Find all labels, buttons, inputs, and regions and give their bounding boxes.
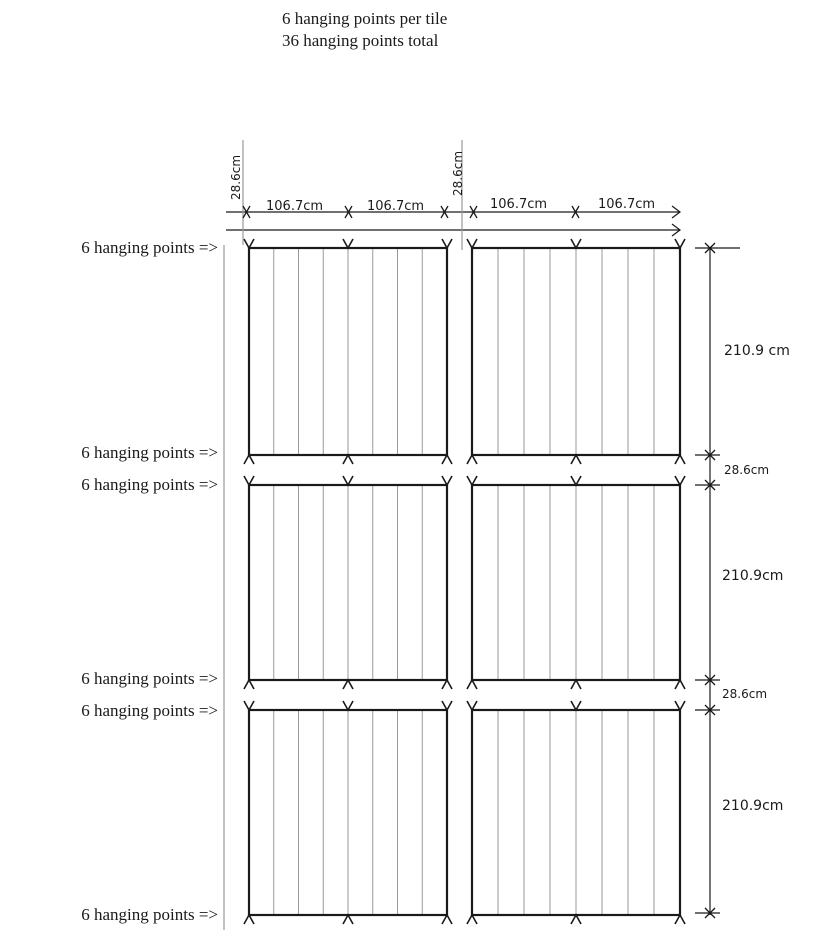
hanging-point-mark: [675, 701, 685, 710]
hanging-point-mark: [442, 455, 452, 464]
dim-width-label: 106.7cm: [367, 199, 425, 214]
hanging-point-mark: [244, 701, 254, 710]
tile-frames: [249, 248, 680, 915]
hanging-point-mark: [675, 239, 685, 248]
dim-width-label: 106.7cm: [490, 197, 548, 212]
dimension-ticks: [243, 206, 715, 918]
hanging-point-mark: [675, 680, 685, 689]
hanging-point-mark: [675, 476, 685, 485]
hanging-point-mark: [467, 455, 477, 464]
hanging-point-mark: [675, 915, 685, 924]
dim-height-label: 28.6cm: [722, 687, 768, 701]
hanging-point-mark: [467, 680, 477, 689]
tile-points-note: 6 hanging points per tile: [282, 9, 448, 28]
tile-slats: [274, 248, 654, 915]
hanging-point-mark: [571, 680, 581, 689]
hanging-point-mark: [571, 915, 581, 924]
hanging-points-label: 6 hanging points =>: [81, 701, 218, 720]
hanging-point-mark: [467, 239, 477, 248]
dim-height-label: 210.9cm: [722, 798, 784, 814]
hanging-points-label: 6 hanging points =>: [81, 443, 218, 462]
hanging-point-mark: [675, 455, 685, 464]
hanging-point-mark: [343, 239, 353, 248]
hanging-point-mark: [467, 701, 477, 710]
dim-width-label: 28.6cm: [229, 154, 243, 200]
dim-width-label: 28.6cm: [451, 150, 465, 196]
hanging-point-mark: [442, 915, 452, 924]
dim-width-label: 106.7cm: [266, 199, 324, 214]
hanging-point-mark: [442, 701, 452, 710]
hanging-point-mark: [343, 476, 353, 485]
hanging-point-mark: [244, 680, 254, 689]
hanging-point-mark: [571, 701, 581, 710]
hanging-point-mark: [571, 455, 581, 464]
dim-height-label: 210.9 cm: [724, 343, 790, 359]
total-points-note: 36 hanging points total: [282, 31, 439, 50]
hanging-point-mark: [343, 455, 353, 464]
hanging-point-mark: [571, 239, 581, 248]
dim-height-label: 210.9cm: [722, 568, 784, 584]
right-dimension-labels: [722, 343, 790, 814]
hanging-point-mark: [442, 680, 452, 689]
top-dimension-labels: [229, 151, 655, 214]
hanging-point-mark: [343, 915, 353, 924]
hanging-points-label: 6 hanging points =>: [81, 475, 218, 494]
hanging-points-label: 6 hanging points =>: [81, 238, 218, 257]
dimension-lines: [224, 140, 740, 930]
hanging-point-mark: [244, 239, 254, 248]
hanging-points-label: 6 hanging points =>: [81, 669, 218, 688]
dim-height-label: 28.6cm: [724, 463, 770, 477]
hanging-point-mark: [442, 476, 452, 485]
hanging-point-mark: [343, 680, 353, 689]
hanging-points-label: 6 hanging points =>: [81, 905, 218, 924]
hanging-point-mark: [244, 455, 254, 464]
hanging-point-mark: [571, 476, 581, 485]
hanging-point-mark: [244, 915, 254, 924]
hanging-point-mark: [343, 701, 353, 710]
hanging-point-mark: [244, 476, 254, 485]
hanging-point-mark: [442, 239, 452, 248]
hanging-point-mark: [467, 915, 477, 924]
dim-width-label: 106.7cm: [598, 197, 656, 212]
hanging-point-marks: [244, 239, 685, 924]
hanging-point-mark: [467, 476, 477, 485]
